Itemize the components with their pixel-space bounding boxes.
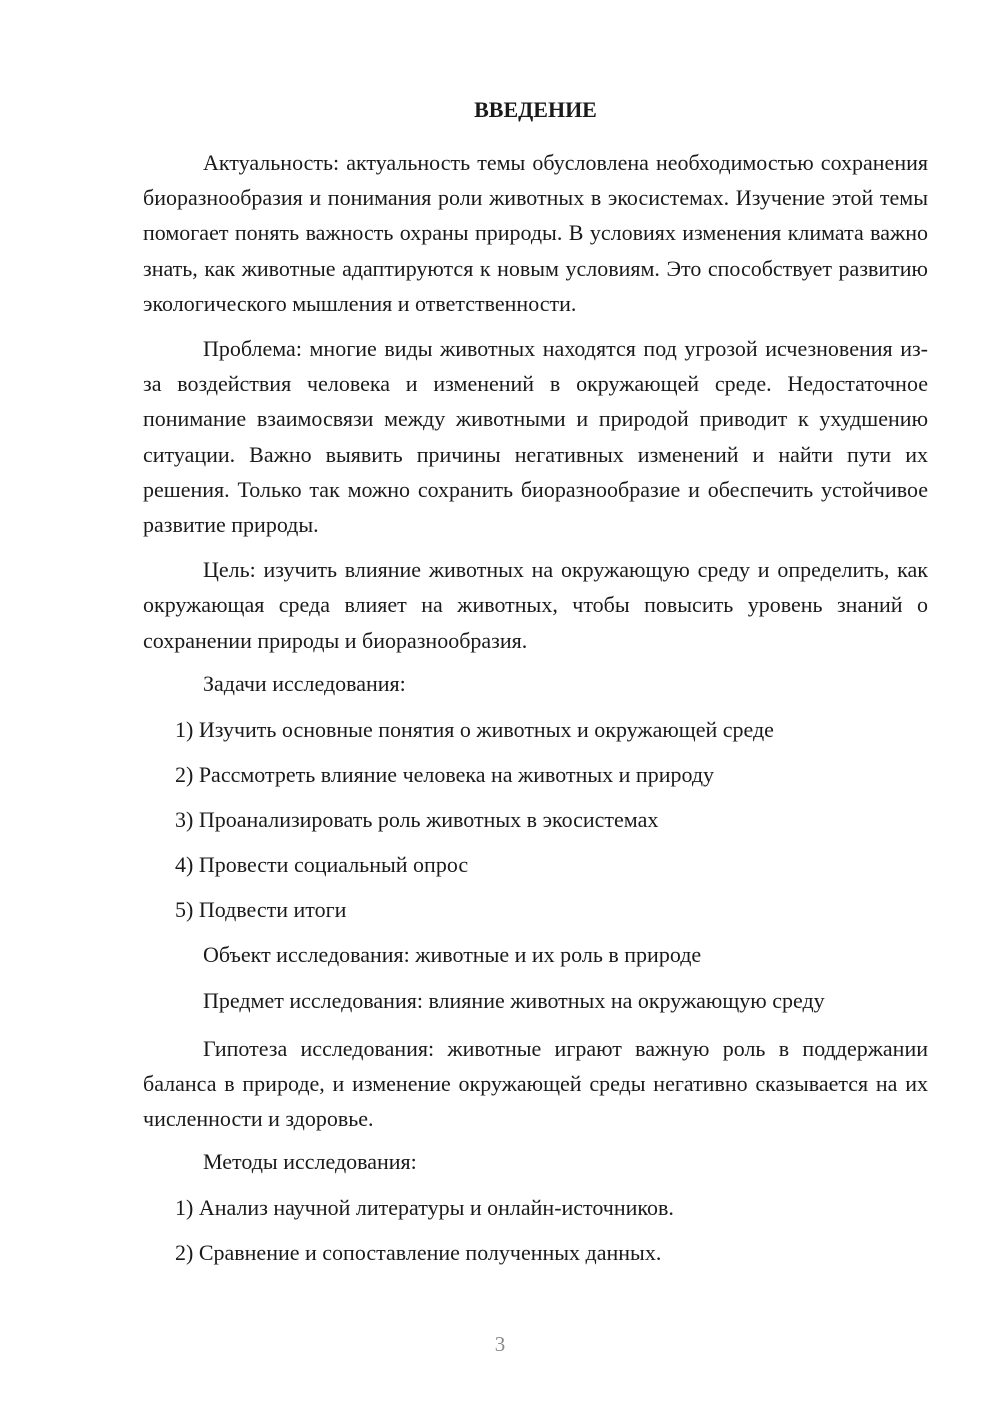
relevance-paragraph: Актуальность: актуальность темы обусловлена необходимостью сохранения биоразнообразия и понимания роли животных в экосистемах. Изучение этой темы помогает понять важность охраны природы. В условиях изменения климата важно знать, как животные адаптируются к новым условиям. Это способствует развитию экологического мышления и ответственности. [143,150,928,316]
methods-heading: Методы исследования: [203,1149,417,1175]
hypothesis-paragraph: Гипотеза исследования: животные играют важную роль в поддержании баланса в природе, и изменение окружающей среды негативно сказывается на их численности и здоровье. [143,1035,928,1132]
page-title: ВВЕДЕНИЕ [474,97,597,122]
list-item: 4) Провести социальный опрос [175,851,469,877]
tasks-heading: Задачи исследования: [203,670,406,696]
object-line: Объект исследования: животные и их роль в природе [203,941,702,967]
goal-paragraph: Цель: изучить влияние животных на окружающую среду и определить, как окружающая среда влияет на животных, чтобы повысить уровень знаний о сохранении природы и биоразнообразия. [143,557,928,653]
page-number: 3 [494,1332,506,1356]
tasks-list [143,714,928,926]
methods-list [143,1192,928,1269]
problem-paragraph: Проблема: многие виды животных находятся под угрозой исчезновения из-за воздействия человека и изменений в окружающей среде. Недостаточное понимание взаимосвязи между животными и природой приводит к ухудшению ситуации. Важно выявить причины негативных изменений и найти пути их решения. Только так можно сохранить биоразнообразие и обеспечить устойчивое развитие природы. [143,336,928,538]
list-item: 5) Подвести итоги [175,896,347,922]
subject-line: Предмет исследования: влияние животных на окружающую среду [203,987,825,1013]
list-item: 1) Изучить основные понятия о животных и окружающей среде [175,716,774,742]
list-item: 3) Проанализировать роль животных в экосистемах [175,806,659,832]
document-page [143,94,928,1282]
list-item: 2) Рассмотреть влияние человека на животных и природу [175,761,715,787]
list-item: 2) Сравнение и сопоставление полученных данных. [175,1240,662,1266]
list-item: 1) Анализ научной литературы и онлайн-источников. [175,1195,674,1221]
